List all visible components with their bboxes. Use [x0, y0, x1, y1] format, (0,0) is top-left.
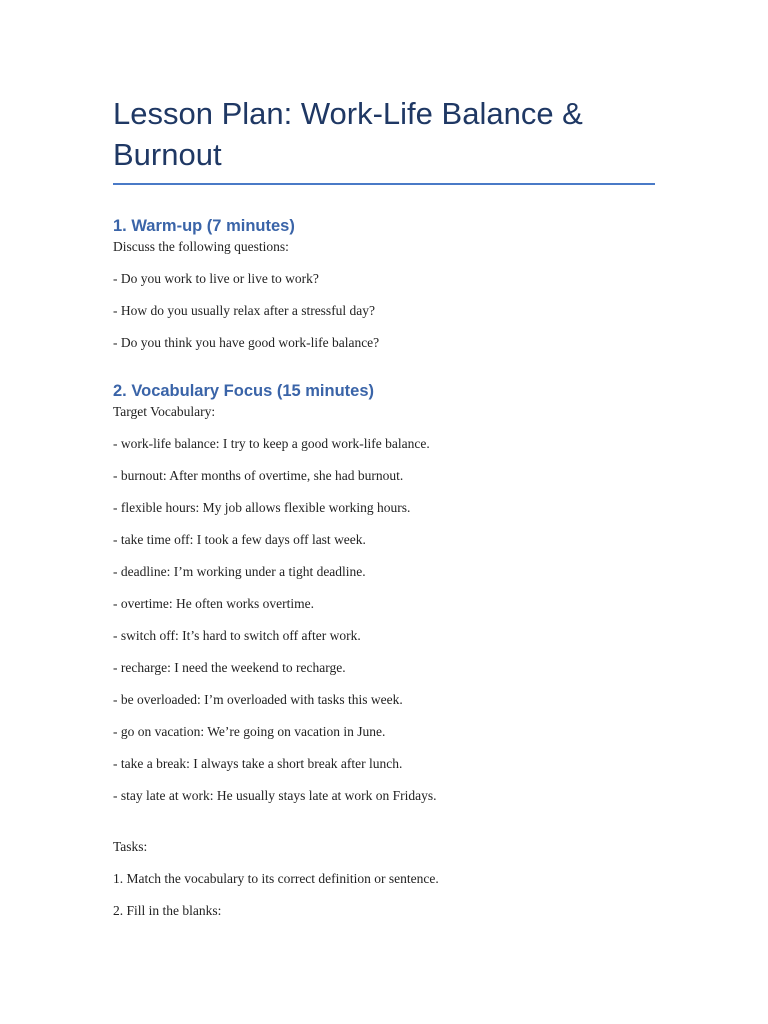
vocabulary-item: - stay late at work: He usually stays late at work on Fridays. [113, 788, 437, 803]
task-item: 2. Fill in the blanks: [113, 903, 222, 918]
vocabulary-item: - overtime: He often works overtime. [113, 596, 314, 611]
vocabulary-item: - recharge: I need the weekend to recharge. [113, 660, 346, 675]
document-page [113, 93, 655, 920]
warm-up-question: - How do you usually relax after a stressful day? [113, 303, 376, 318]
vocabulary-intro: Target Vocabulary: [113, 404, 216, 419]
vocabulary-item: - take time off: I took a few days off last week. [113, 532, 366, 547]
vocabulary-item: - take a break: I always take a short break after lunch. [113, 756, 403, 771]
warm-up-intro: Discuss the following questions: [113, 239, 289, 254]
vocabulary-item: - work-life balance: I try to keep a good work-life balance. [113, 436, 430, 451]
warm-up-question: - Do you think you have good work-life balance? [113, 335, 380, 350]
vocabulary-item: - flexible hours: My job allows flexible working hours. [113, 500, 411, 515]
tasks-label: Tasks: [113, 839, 148, 854]
section-heading-vocabulary: 2. Vocabulary Focus (15 minutes) [113, 382, 375, 400]
vocabulary-item: - be overloaded: I’m overloaded with tasks this week. [113, 692, 403, 707]
task-item: 1. Match the vocabulary to its correct definition or sentence. [113, 871, 439, 886]
document-title: Lesson Plan: Work-Life Balance & Burnout [113, 93, 655, 185]
section-heading-warm-up: 1. Warm-up (7 minutes) [113, 217, 295, 235]
vocabulary-item: - deadline: I’m working under a tight deadline. [113, 564, 366, 579]
vocabulary-item: - go on vacation: We’re going on vacation in June. [113, 724, 386, 739]
vocabulary-item: - burnout: After months of overtime, she had burnout. [113, 468, 404, 483]
warm-up-question: - Do you work to live or live to work? [113, 271, 319, 286]
vocabulary-item: - switch off: It’s hard to switch off after work. [113, 628, 361, 643]
